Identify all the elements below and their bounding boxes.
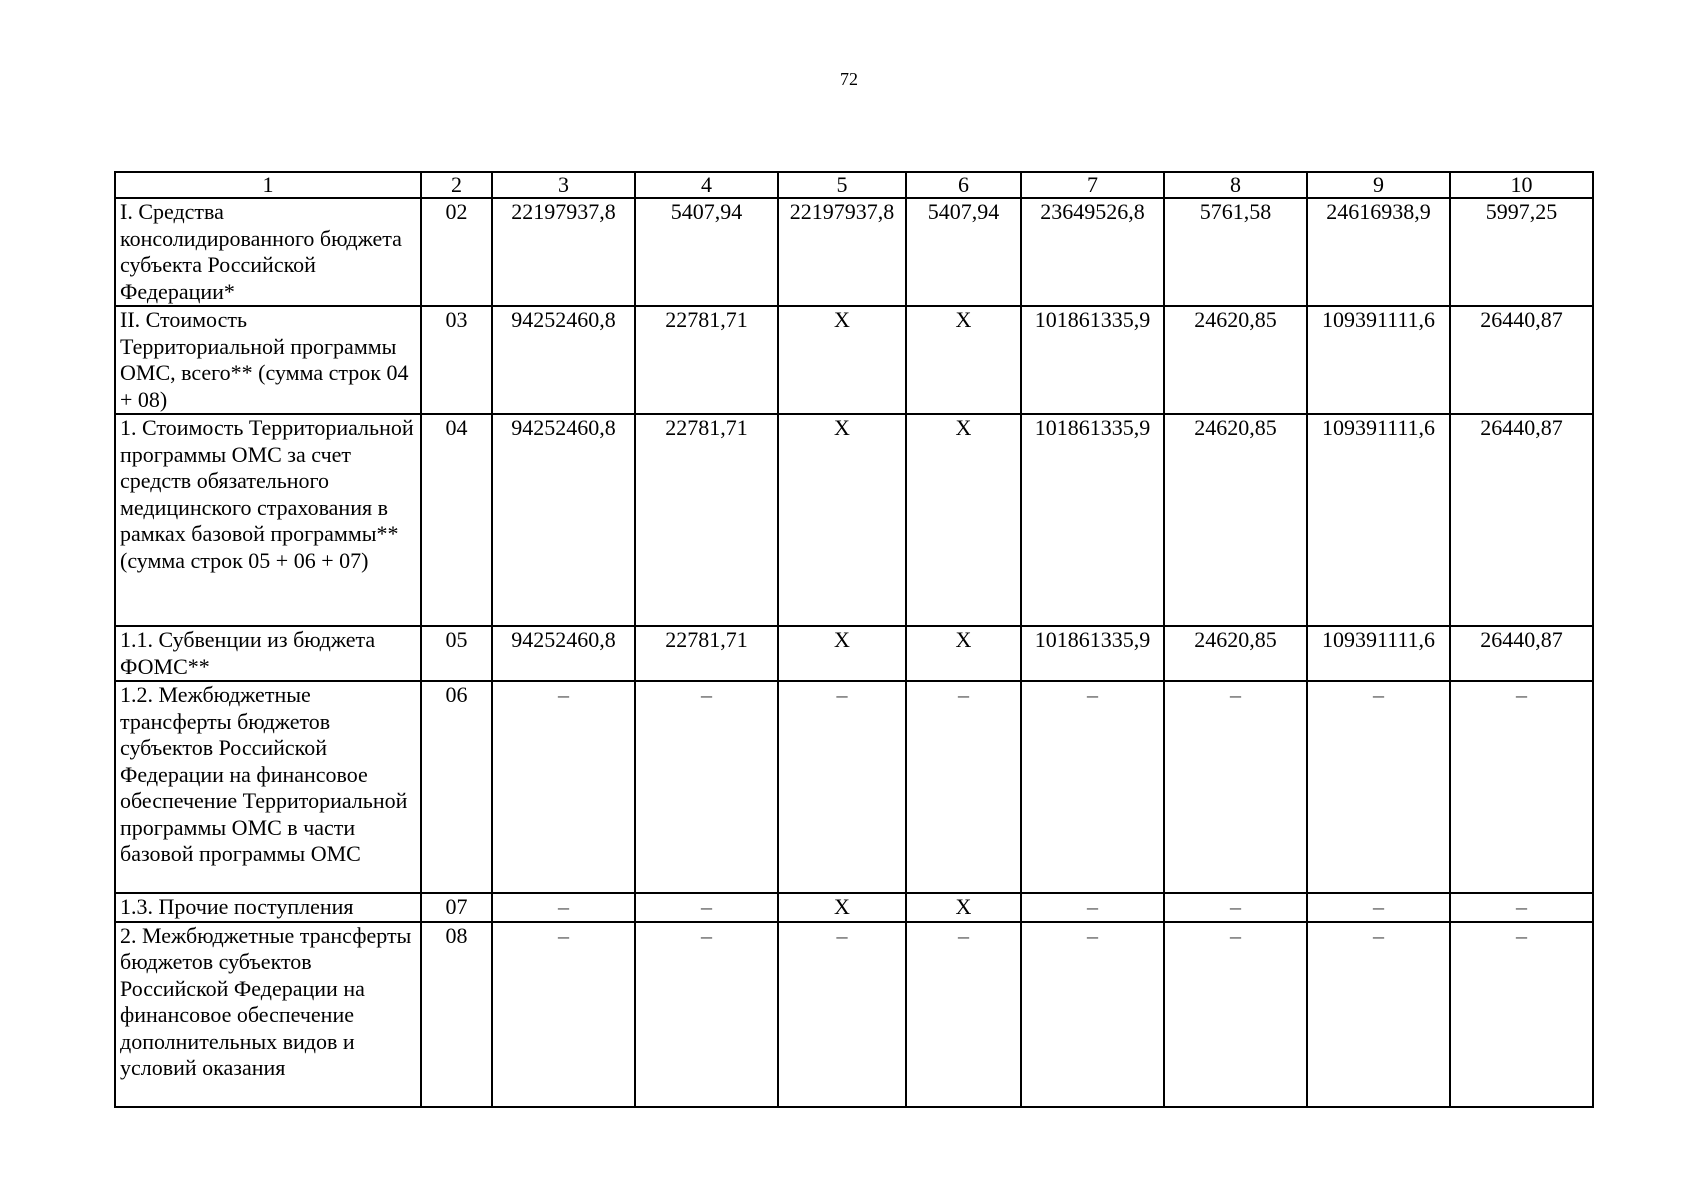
value-cell: 26440,87 <box>1450 626 1593 681</box>
value-cell: – <box>492 893 635 922</box>
value-cell: 22781,71 <box>635 626 778 681</box>
row-name: II. Стоимость Территориальной программы ОМС, всего** (сумма строк 04 + 08) <box>115 306 421 414</box>
row-name: 1. Стоимость Территориальной программы ОМС за счет средств обязательного медицинского страхования в рамках базовой программы** (сумма строк 05 + 06 + 07) <box>115 414 421 626</box>
value-cell: 5997,25 <box>1450 198 1593 306</box>
row-name: 2. Межбюджетные трансферты бюджетов субъектов Российской Федерации на финансовое обеспечение дополнительных видов и условий оказания <box>115 922 421 1107</box>
value-cell: – <box>1021 893 1164 922</box>
value-cell: – <box>1021 681 1164 893</box>
row-code: 03 <box>421 306 492 414</box>
value-cell: 22197937,8 <box>492 198 635 306</box>
row-name: I. Средства консолидированного бюджета субъекта Российской Федерации* <box>115 198 421 306</box>
row-name: 1.2. Межбюджетные трансферты бюджетов субъектов Российской Федерации на финансовое обеспечение Территориальной программы ОМС в части базовой программы ОМС <box>115 681 421 893</box>
value-cell: – <box>1164 893 1307 922</box>
table-row <box>115 893 1593 922</box>
value-cell: – <box>906 681 1021 893</box>
value-cell: 109391111,6 <box>1307 414 1450 626</box>
column-header: 8 <box>1164 172 1307 198</box>
value-cell: 109391111,6 <box>1307 306 1450 414</box>
row-code: 02 <box>421 198 492 306</box>
value-cell: – <box>1164 681 1307 893</box>
column-header: 1 <box>115 172 421 198</box>
row-code: 04 <box>421 414 492 626</box>
value-cell: – <box>1307 681 1450 893</box>
value-cell: – <box>492 922 635 1107</box>
value-cell: 24620,85 <box>1164 414 1307 626</box>
value-cell: – <box>1450 681 1593 893</box>
value-cell: – <box>1450 922 1593 1107</box>
value-cell: – <box>1164 922 1307 1107</box>
value-cell: 5407,94 <box>906 198 1021 306</box>
page-number: 72 <box>840 69 858 89</box>
value-cell: 26440,87 <box>1450 306 1593 414</box>
value-cell: 24620,85 <box>1164 626 1307 681</box>
row-code: 05 <box>421 626 492 681</box>
value-cell: – <box>906 922 1021 1107</box>
value-cell: 22197937,8 <box>778 198 906 306</box>
table-row <box>115 198 1593 306</box>
column-header: 10 <box>1450 172 1593 198</box>
value-cell: – <box>778 922 906 1107</box>
value-cell: 22781,71 <box>635 306 778 414</box>
value-cell: 5407,94 <box>635 198 778 306</box>
value-cell: 22781,71 <box>635 414 778 626</box>
value-cell: – <box>1450 893 1593 922</box>
value-cell: Х <box>778 893 906 922</box>
value-cell: 23649526,8 <box>1021 198 1164 306</box>
table-row <box>115 626 1593 681</box>
value-cell: Х <box>906 414 1021 626</box>
value-cell: 24616938,9 <box>1307 198 1450 306</box>
value-cell: 94252460,8 <box>492 414 635 626</box>
column-header: 2 <box>421 172 492 198</box>
row-name: 1.1. Субвенции из бюджета ФОМС** <box>115 626 421 681</box>
value-cell: 101861335,9 <box>1021 626 1164 681</box>
value-cell: – <box>1307 922 1450 1107</box>
value-cell: 94252460,8 <box>492 626 635 681</box>
value-cell: – <box>1021 922 1164 1107</box>
value-cell: Х <box>778 626 906 681</box>
value-cell: – <box>1307 893 1450 922</box>
value-cell: 109391111,6 <box>1307 626 1450 681</box>
table-row <box>115 414 1593 626</box>
column-header: 7 <box>1021 172 1164 198</box>
value-cell: 24620,85 <box>1164 306 1307 414</box>
value-cell: Х <box>906 626 1021 681</box>
row-code: 08 <box>421 922 492 1107</box>
table-row <box>115 306 1593 414</box>
value-cell: 101861335,9 <box>1021 306 1164 414</box>
table-row <box>115 922 1593 1107</box>
value-cell: 101861335,9 <box>1021 414 1164 626</box>
value-cell: – <box>635 681 778 893</box>
value-cell: Х <box>906 306 1021 414</box>
row-code: 07 <box>421 893 492 922</box>
value-cell: 5761,58 <box>1164 198 1307 306</box>
value-cell: Х <box>778 306 906 414</box>
column-header: 6 <box>906 172 1021 198</box>
value-cell: 94252460,8 <box>492 306 635 414</box>
column-header: 9 <box>1307 172 1450 198</box>
column-header-row <box>115 172 1593 198</box>
value-cell: Х <box>906 893 1021 922</box>
row-code: 06 <box>421 681 492 893</box>
value-cell: 26440,87 <box>1450 414 1593 626</box>
column-header: 4 <box>635 172 778 198</box>
row-name: 1.3. Прочие поступления <box>115 893 421 922</box>
value-cell: – <box>492 681 635 893</box>
financial-table <box>114 171 1594 1108</box>
table-row <box>115 681 1593 893</box>
value-cell: – <box>778 681 906 893</box>
column-header: 5 <box>778 172 906 198</box>
value-cell: Х <box>778 414 906 626</box>
value-cell: – <box>635 893 778 922</box>
column-header: 3 <box>492 172 635 198</box>
value-cell: – <box>635 922 778 1107</box>
